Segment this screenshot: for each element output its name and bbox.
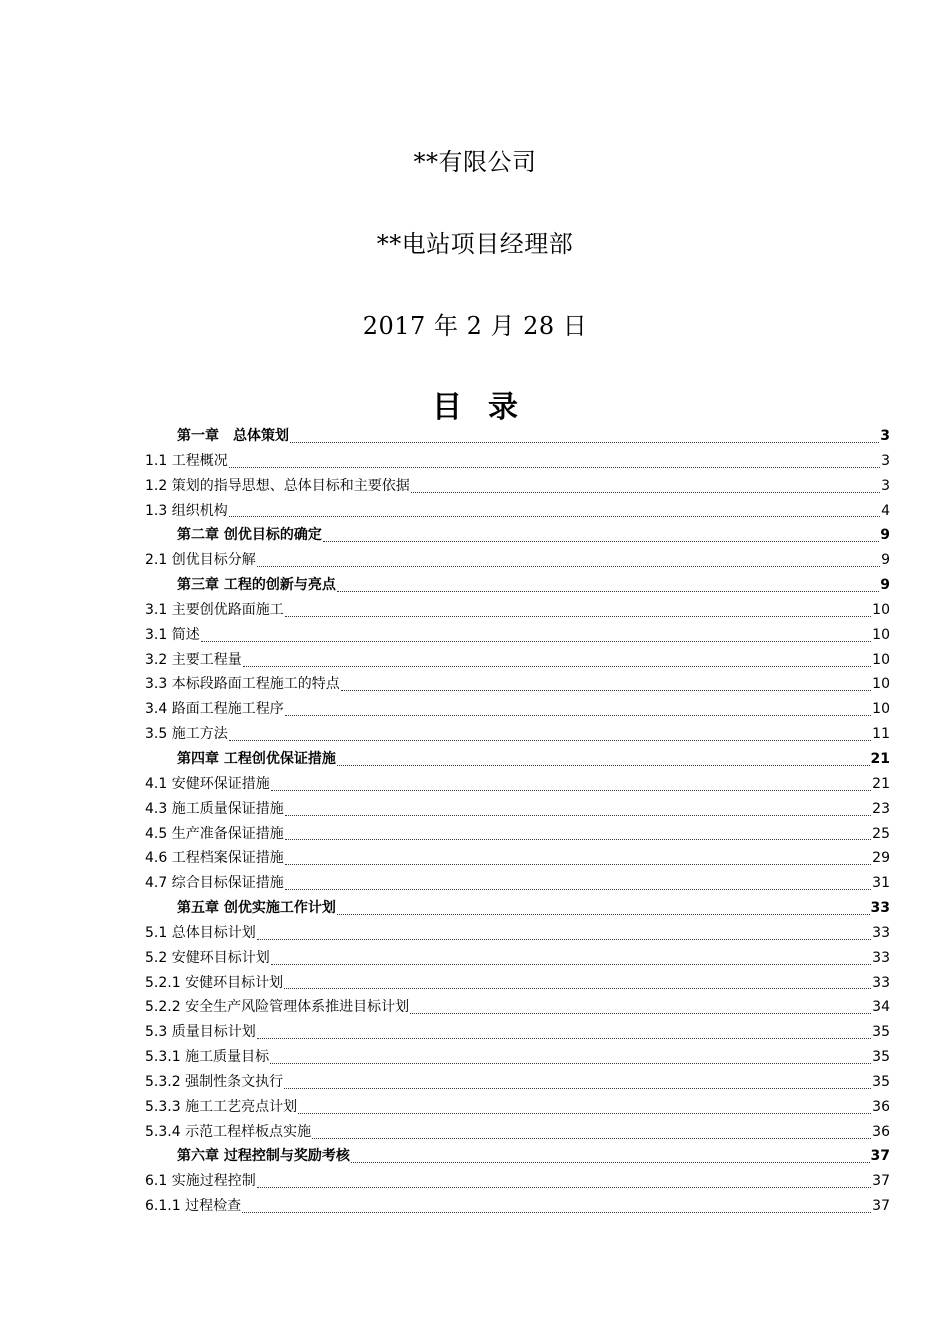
- toc-entry-label: 4.1 安健环保证措施: [145, 775, 270, 792]
- toc-page-number: 21: [872, 775, 890, 792]
- toc-page-number: 33: [872, 949, 890, 966]
- toc-entry-label: 5.2.1 安健环目标计划: [145, 974, 284, 991]
- toc-entry-label: 3.5 施工方法: [145, 726, 228, 743]
- toc-section-entry[interactable]: [145, 822, 890, 847]
- toc-page-number: 33: [872, 924, 890, 941]
- toc-page-number: 34: [872, 999, 890, 1016]
- toc-dot-leader: [285, 864, 871, 865]
- toc-entry-label: 3.1 主要创优路面施工: [145, 601, 284, 618]
- department-name: **电站项目经理部: [376, 230, 574, 258]
- toc-chapter-entry[interactable]: [145, 523, 890, 548]
- toc-dot-leader: [312, 1138, 871, 1139]
- toc-dot-leader: [271, 964, 871, 965]
- toc-section-entry[interactable]: [145, 598, 890, 623]
- toc-chapter-entry[interactable]: [145, 1144, 890, 1169]
- toc-section-entry[interactable]: [145, 971, 890, 996]
- toc-page-number: 35: [872, 1049, 890, 1066]
- toc-chapter-entry[interactable]: [145, 747, 890, 772]
- toc-dot-leader: [285, 839, 871, 840]
- toc-page-number: 36: [872, 1123, 890, 1140]
- toc-dot-leader: [341, 690, 871, 691]
- toc-page-number: 37: [872, 1173, 890, 1190]
- toc-entry-label: 第六章 过程控制与奖励考核: [177, 1148, 350, 1165]
- toc-section-entry[interactable]: [145, 548, 890, 573]
- toc-section-entry[interactable]: [145, 722, 890, 747]
- toc-dot-leader: [290, 442, 879, 443]
- toc-section-entry[interactable]: [145, 871, 890, 896]
- toc-page-number: 33: [872, 974, 890, 991]
- toc-page-number: 9: [880, 527, 890, 544]
- toc-chapter-entry[interactable]: [145, 896, 890, 921]
- toc-page-number: 33: [870, 900, 890, 917]
- toc-entry-label: 第四章 工程创优保证措施: [177, 750, 336, 767]
- toc-page-number: 21: [870, 750, 890, 767]
- toc-dot-leader: [257, 1038, 871, 1039]
- document-date: 2017 年 2 月 28 日: [362, 312, 588, 340]
- toc-dot-leader: [284, 988, 871, 989]
- toc-entry-label: 5.2.2 安全生产风险管理体系推进目标计划: [145, 999, 410, 1016]
- toc-entry-label: 1.2 策划的指导思想、总体目标和主要依据: [145, 477, 410, 494]
- toc-entry-label: 第五章 创优实施工作计划: [177, 900, 336, 917]
- table-of-contents: [145, 424, 890, 1219]
- toc-section-entry[interactable]: [145, 648, 890, 673]
- toc-entry-label: 6.1 实施过程控制: [145, 1173, 256, 1190]
- toc-section-entry[interactable]: [145, 697, 890, 722]
- toc-page-number: 3: [881, 477, 890, 494]
- toc-page-number: 35: [872, 1073, 890, 1090]
- toc-dot-leader: [410, 1013, 871, 1014]
- toc-dot-leader: [298, 1113, 871, 1114]
- toc-page-number: 10: [872, 601, 890, 618]
- toc-dot-leader: [271, 790, 871, 791]
- toc-dot-leader: [229, 467, 880, 468]
- toc-page-number: 31: [872, 875, 890, 892]
- toc-page-number: 11: [872, 726, 890, 743]
- toc-section-entry[interactable]: [145, 772, 890, 797]
- toc-chapter-entry[interactable]: [145, 424, 890, 449]
- toc-entry-label: 3.1 简述: [145, 626, 200, 643]
- toc-section-entry[interactable]: [145, 846, 890, 871]
- toc-page-number: 9: [881, 552, 890, 569]
- toc-entry-label: 5.2 安健环目标计划: [145, 949, 270, 966]
- toc-page-number: 10: [872, 626, 890, 643]
- toc-dot-leader: [229, 516, 880, 517]
- toc-section-entry[interactable]: [145, 797, 890, 822]
- toc-entry-label: 4.3 施工质量保证措施: [145, 800, 284, 817]
- toc-section-entry[interactable]: [145, 1070, 890, 1095]
- toc-dot-leader: [284, 1088, 871, 1089]
- toc-page-number: 29: [872, 850, 890, 867]
- toc-dot-leader: [229, 740, 871, 741]
- toc-section-entry[interactable]: [145, 1020, 890, 1045]
- toc-entry-label: 5.3.1 施工质量目标: [145, 1049, 270, 1066]
- toc-dot-leader: [285, 889, 871, 890]
- toc-dot-leader: [243, 666, 871, 667]
- toc-section-entry[interactable]: [145, 1169, 890, 1194]
- toc-page-number: 25: [872, 825, 890, 842]
- company-name: **有限公司: [413, 148, 537, 176]
- toc-section-entry[interactable]: [145, 1095, 890, 1120]
- toc-entry-label: 6.1.1 过程检查: [145, 1198, 242, 1215]
- toc-dot-leader: [285, 815, 871, 816]
- toc-entry-label: 5.3 质量目标计划: [145, 1024, 256, 1041]
- toc-dot-leader: [323, 541, 879, 542]
- toc-dot-leader: [411, 492, 880, 493]
- toc-section-entry[interactable]: [145, 1194, 890, 1219]
- toc-section-entry[interactable]: [145, 946, 890, 971]
- toc-entry-label: 5.3.4 示范工程样板点实施: [145, 1123, 312, 1140]
- toc-dot-leader: [242, 1212, 871, 1213]
- toc-dot-leader: [351, 1162, 870, 1163]
- toc-page-number: 10: [872, 676, 890, 693]
- toc-dot-leader: [337, 765, 870, 766]
- toc-entry-label: 4.6 工程档案保证措施: [145, 850, 284, 867]
- toc-section-entry[interactable]: [145, 672, 890, 697]
- toc-section-entry[interactable]: [145, 995, 890, 1020]
- toc-dot-leader: [270, 1063, 871, 1064]
- toc-section-entry[interactable]: [145, 1120, 890, 1145]
- toc-page-number: 9: [880, 577, 890, 594]
- toc-page-number: 10: [872, 701, 890, 718]
- toc-entry-label: 5.3.3 施工工艺亮点计划: [145, 1098, 298, 1115]
- toc-dot-leader: [257, 939, 871, 940]
- toc-dot-leader: [257, 1187, 871, 1188]
- toc-entry-label: 第三章 工程的创新与亮点: [177, 577, 336, 594]
- toc-page-number: 37: [872, 1198, 890, 1215]
- toc-page-number: 4: [881, 502, 890, 519]
- toc-page-number: 37: [870, 1148, 890, 1165]
- toc-dot-leader: [201, 641, 871, 642]
- toc-entry-label: 2.1 创优目标分解: [145, 552, 256, 569]
- toc-page-number: 35: [872, 1024, 890, 1041]
- toc-section-entry[interactable]: [145, 623, 890, 648]
- toc-section-entry[interactable]: [145, 921, 890, 946]
- toc-entry-label: 5.3.2 强制性条文执行: [145, 1073, 284, 1090]
- toc-page-number: 10: [872, 651, 890, 668]
- toc-entry-label: 第二章 创优目标的确定: [177, 527, 322, 544]
- toc-entry-label: 1.1 工程概况: [145, 452, 228, 469]
- toc-dot-leader: [337, 914, 870, 915]
- toc-dot-leader: [285, 715, 871, 716]
- toc-page-number: 36: [872, 1098, 890, 1115]
- toc-entry-label: 4.5 生产准备保证措施: [145, 825, 284, 842]
- toc-entry-label: 3.4 路面工程施工程序: [145, 701, 284, 718]
- toc-entry-label: 第一章 总体策划: [177, 428, 289, 444]
- toc-page-number: 23: [872, 800, 890, 817]
- toc-page-number: 3: [880, 428, 890, 444]
- toc-section-entry[interactable]: [145, 499, 890, 524]
- toc-dot-leader: [257, 566, 880, 567]
- toc-dot-leader: [337, 591, 879, 592]
- toc-chapter-entry[interactable]: [145, 573, 890, 598]
- toc-section-entry[interactable]: [145, 449, 890, 474]
- toc-entry-label: 3.2 主要工程量: [145, 651, 242, 668]
- toc-section-entry[interactable]: [145, 1045, 890, 1070]
- toc-entry-label: 4.7 综合目标保证措施: [145, 875, 284, 892]
- toc-dot-leader: [285, 616, 871, 617]
- toc-entry-label: 3.3 本标段路面工程施工的特点: [145, 676, 340, 693]
- toc-section-entry[interactable]: [145, 474, 890, 499]
- toc-title: 目录: [432, 390, 544, 425]
- toc-page-number: 3: [881, 452, 890, 469]
- toc-entry-label: 5.1 总体目标计划: [145, 924, 256, 941]
- toc-entry-label: 1.3 组织机构: [145, 502, 228, 519]
